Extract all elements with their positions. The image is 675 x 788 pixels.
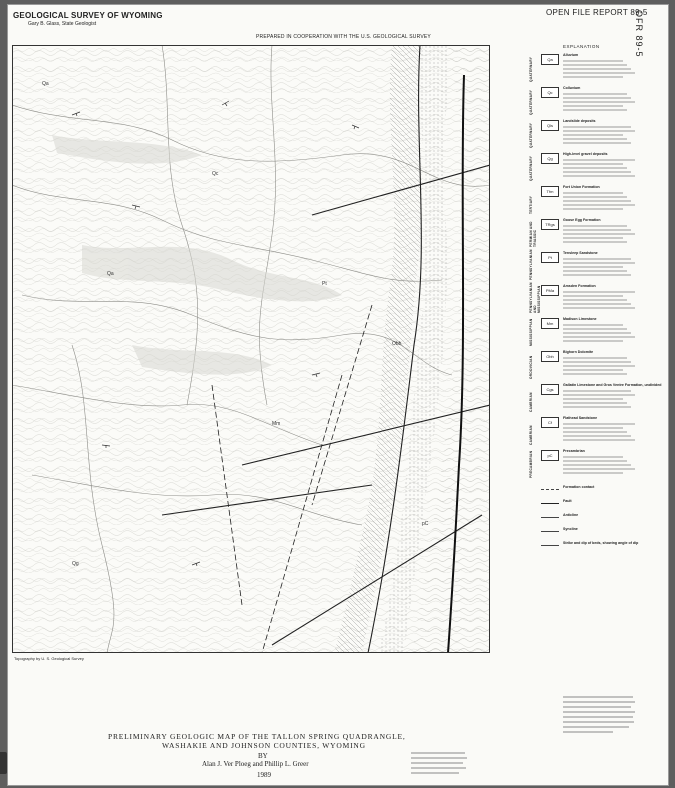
- legend-unit-description: [563, 224, 641, 246]
- survey-name: GEOLOGICAL SURVEY OF WYOMING: [13, 11, 163, 20]
- legend-unit-symbol: TRgs: [541, 219, 559, 230]
- legend-unit-name: Landslide deposits: [563, 119, 596, 123]
- legend-unit-symbol: Cf: [541, 417, 559, 428]
- by-label: BY: [258, 752, 268, 760]
- legend-unit-symbol: Cgs: [541, 384, 559, 395]
- report-number: OPEN FILE REPORT 89-5: [546, 8, 648, 17]
- legend-unit-name: Alluvium: [563, 53, 579, 57]
- legend-unit-symbol: Tfm: [541, 186, 559, 197]
- legend-map-symbol: [541, 517, 559, 518]
- legend-unit-symbol: Qc: [541, 87, 559, 98]
- legend-unit-era: QUATERNARY: [529, 155, 533, 181]
- legend-unit-name: Precambrian: [563, 449, 585, 453]
- legend-unit-description: [563, 191, 641, 213]
- legend-unit-symbol: Pt: [541, 252, 559, 263]
- legend-unit-description: [563, 323, 641, 345]
- svg-text:Qc: Qc: [212, 171, 219, 177]
- legend-unit-name: High-level gravel deposits: [563, 152, 608, 156]
- legend-unit-name: Fort Union Formation: [563, 185, 600, 189]
- authors: Alan J. Ver Ploeg and Phillip L. Greer: [202, 760, 309, 768]
- svg-text:Obh: Obh: [392, 341, 402, 347]
- legend-unit-era: TERTIARY: [529, 195, 533, 214]
- legend-unit-name: Madison Limestone: [563, 317, 597, 321]
- legend-unit-era: PERMIAN AND TRIASSIC: [529, 221, 537, 247]
- legend-unit-symbol: Qa: [541, 54, 559, 65]
- legend-unit-era: QUATERNARY: [529, 56, 533, 82]
- legend-map-symbol-name: Fault: [563, 499, 572, 503]
- state-geologist: Gary B. Glass, State Geologist: [28, 21, 97, 27]
- legend-map-symbol-name: Strike and dip of beds, showing angle of dip: [563, 541, 639, 545]
- legend-unit-description: [563, 257, 641, 279]
- legend-unit-description: [563, 455, 641, 477]
- topography-credit: Topography by U. S. Geological Survey: [14, 656, 84, 661]
- legend-unit-description: [563, 389, 641, 411]
- legend-unit-era: CAMBRIAN: [529, 425, 533, 445]
- legend-map-symbol-name: Syncline: [563, 527, 578, 531]
- svg-text:Pt: Pt: [322, 281, 327, 287]
- legend-unit-era: ORDOVICIAN: [529, 355, 533, 379]
- legend-map-symbol-name: Anticline: [563, 513, 579, 517]
- legend-unit-era: PENNSYLVANIAN: [529, 249, 533, 280]
- legend-map-symbol-name: Formation contact: [563, 485, 595, 489]
- legend-unit-name: Goose Egg Formation: [563, 218, 601, 222]
- svg-text:Qg: Qg: [72, 561, 79, 567]
- legend-map-symbol: [541, 531, 559, 532]
- legend-unit-name: Tensleep Sandstone: [563, 251, 598, 255]
- legend-unit-symbol: Qg: [541, 153, 559, 164]
- legend-unit-name: Colluvium: [563, 86, 581, 90]
- geologic-map[interactable]: [12, 45, 490, 653]
- legend-unit-description: [563, 422, 641, 444]
- legend-unit-symbol: Qls: [541, 120, 559, 131]
- legend-unit-era: CAMBRIAN: [529, 392, 533, 412]
- disclaimer-text-block: [563, 694, 637, 738]
- legend-unit-description: [563, 59, 641, 81]
- publication-year: 1989: [257, 771, 271, 779]
- legend-unit-description: [563, 125, 641, 147]
- svg-text:Mm: Mm: [272, 421, 281, 427]
- legend-unit-description: [563, 158, 641, 180]
- svg-text:Qa: Qa: [107, 271, 114, 277]
- svg-text:Qa: Qa: [42, 81, 49, 87]
- legend-unit-era: PRECAMBRIAN: [529, 450, 533, 478]
- legend-unit-symbol: pC: [541, 450, 559, 461]
- report-number-side: OFR 89-5: [634, 10, 644, 58]
- svg-text:pC: pC: [422, 521, 429, 527]
- legend-unit-symbol: Mm: [541, 318, 559, 329]
- legend-unit-name: Bighorn Dolomite: [563, 350, 594, 354]
- legend-unit-description: [563, 290, 641, 312]
- map-title-line-2: WASHAKIE AND JOHNSON COUNTIES, WYOMING: [162, 741, 366, 750]
- legend-unit-name: Flathead Sandstone: [563, 416, 598, 420]
- legend-map-symbol: [541, 545, 559, 546]
- legend-unit-description: [563, 356, 641, 378]
- legend-map-symbol: [541, 503, 559, 504]
- legend-unit-era: PENNSYLVANIAN AND MISSISSIPPIAN: [529, 282, 541, 313]
- legend-map-symbol: [541, 489, 559, 490]
- panel-toggle-icon[interactable]: [0, 752, 7, 774]
- legend-unit-name: Amsden Formation: [563, 284, 596, 288]
- legend-unit-description: [563, 92, 641, 114]
- legend-unit-name: Gallatin Limestone and Gros Ventre Formation, undivided: [563, 383, 662, 387]
- publication-notes-block: [411, 750, 469, 780]
- legend-unit-era: MISSISSIPPIAN: [529, 318, 533, 346]
- legend-unit-symbol: Obh: [541, 351, 559, 362]
- map-title-line-1: PRELIMINARY GEOLOGIC MAP OF THE TALLON SPRING QUADRANGLE,: [108, 732, 406, 741]
- legend-title: EXPLANATION: [563, 44, 600, 49]
- legend-unit-symbol: PMa: [541, 285, 559, 296]
- legend-unit-era: QUATERNARY: [529, 122, 533, 148]
- legend-unit-era: QUATERNARY: [529, 89, 533, 115]
- cooperation-note: PREPARED IN COOPERATION WITH THE U.S. GEOLOGICAL SURVEY: [256, 34, 431, 40]
